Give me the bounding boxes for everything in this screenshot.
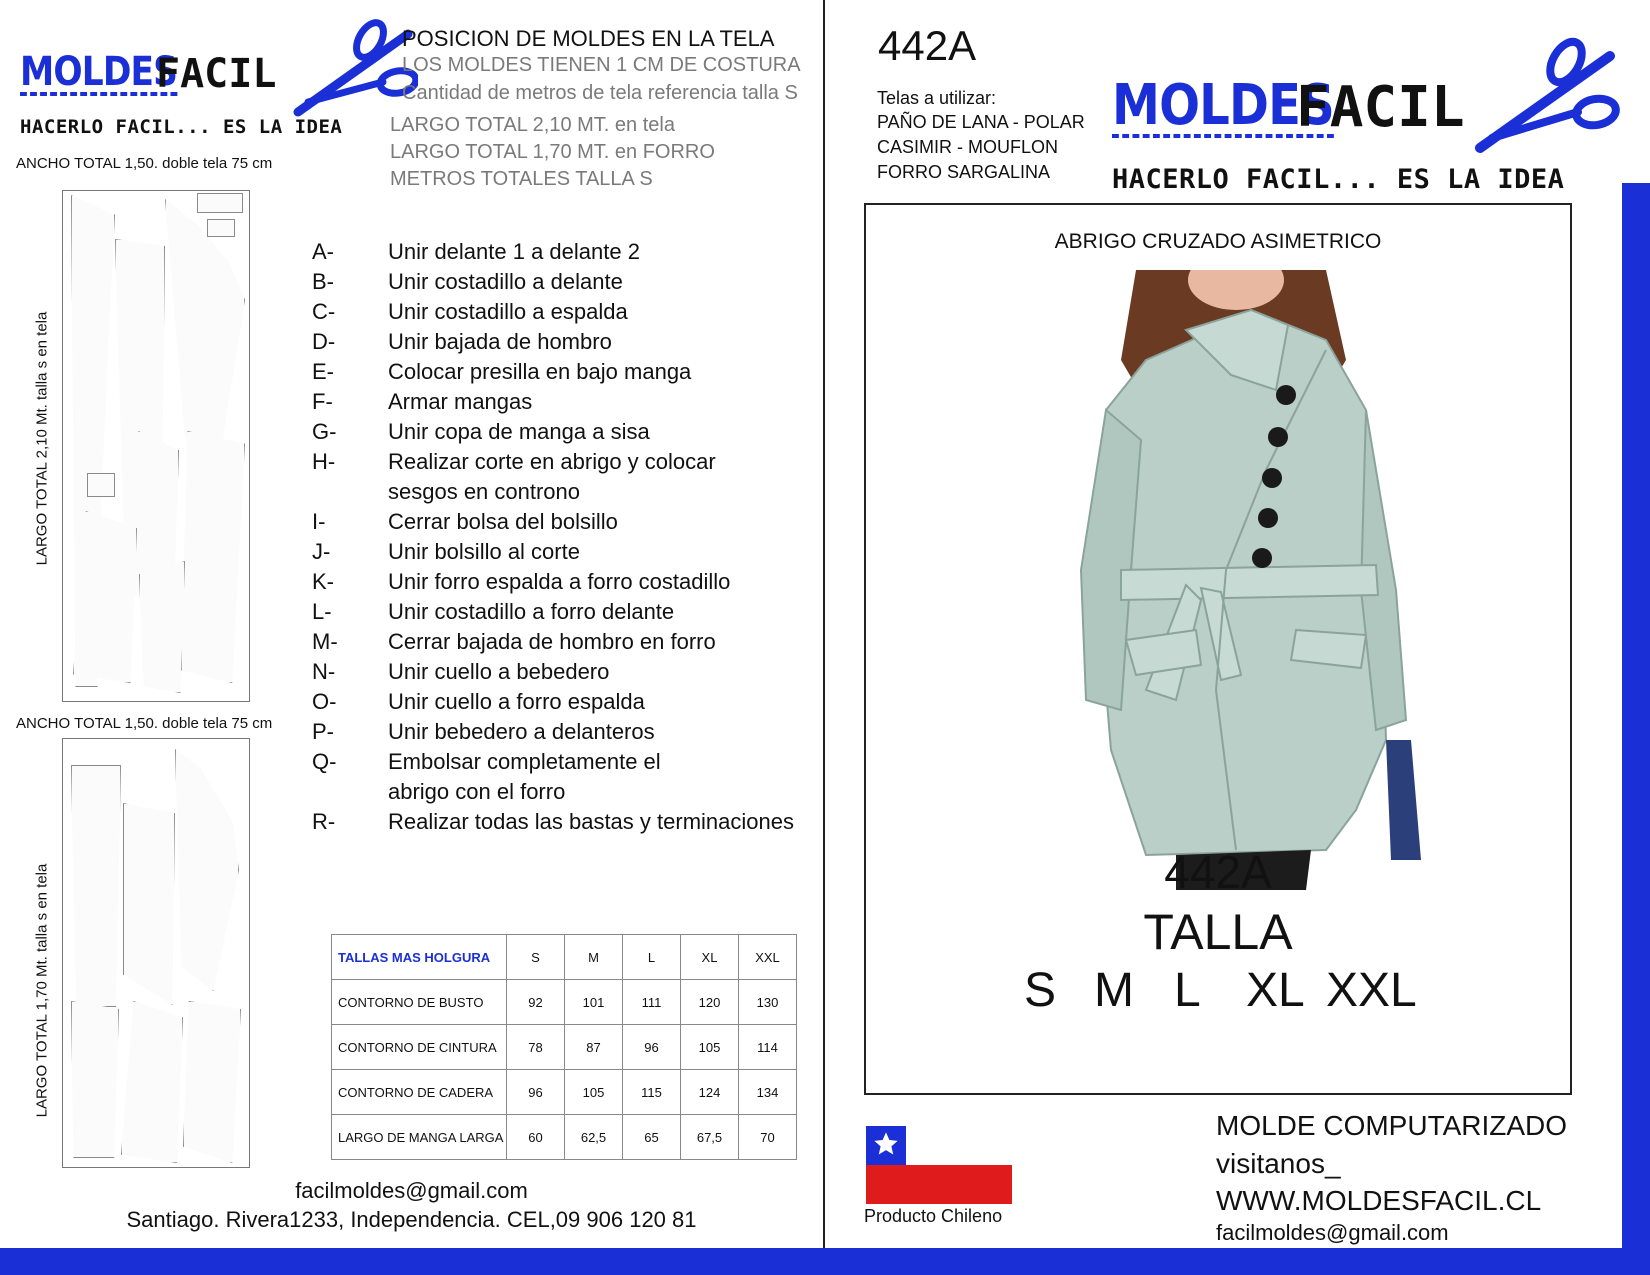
pattern-piece [139,561,185,693]
measurement-label: CONTORNO DE BUSTO [332,980,507,1025]
table-row [332,1115,797,1160]
step-text: Realizar corte en abrigo y colocar sesgos en controno [388,449,716,504]
step-letter: C- [312,299,336,324]
product-title: ABRIGO CRUZADO ASIMETRICO [1054,230,1382,253]
measurement-value: 115 [623,1070,681,1115]
size-m: M [1094,964,1134,1017]
measurement-value: 92 [507,980,565,1025]
table-header-size: L [623,935,681,980]
step-letter: M- [312,629,338,654]
table-header-size: XXL [739,935,797,980]
measurement-value: 62,5 [565,1115,623,1160]
brand-name-facil: FACIL [1296,75,1465,140]
step-letter: I- [312,509,326,534]
step-item [312,717,812,747]
step-letter: F- [312,389,333,414]
largo-tela: LARGO TOTAL 2,10 MT. en tela [390,114,675,136]
pattern-piece [87,473,115,497]
meters-reference: Cantidad de metros de tela referencia talla S [402,82,798,104]
pattern-piece [181,431,245,683]
step-text: Unir cuello a forro espalda [388,689,645,714]
step-letter: D- [312,329,336,354]
table-row [332,1070,797,1115]
measurement-value: 120 [681,980,739,1025]
size-xxl: XXL [1326,964,1417,1017]
step-text: Colocar presilla en bajo manga [388,359,692,384]
footer-email-right: facilmoldes@gmail.com [1216,1220,1449,1245]
step-item [312,447,812,507]
measurement-value: 60 [507,1115,565,1160]
step-item [312,327,812,357]
measurement-value: 105 [681,1025,739,1070]
pattern-piece [71,765,121,1007]
measurement-value: 114 [739,1025,797,1070]
table-header-size: S [507,935,565,980]
step-text: Embolsar completamente el abrigo con el forro [388,749,661,804]
step-item [312,297,812,327]
marker1-width-label: ANCHO TOTAL 1,50. doble tela 75 cm [16,155,273,172]
measurement-value: 124 [681,1070,739,1115]
talla-label: TALLA [1143,904,1293,960]
fabrics-label: Telas a utilizar: [877,88,997,108]
star-icon [872,1130,900,1158]
step-item [312,387,812,417]
marker2-length-label: LARGO TOTAL 1,70 Mt. talla s en tela [33,863,51,1118]
step-text: Unir bebedero a delanteros [388,719,655,744]
step-item [312,537,812,567]
step-text: Realizar todas las bastas y terminaciones [388,809,794,834]
step-letter: O- [312,689,337,714]
size-xl: XL [1246,964,1305,1017]
pattern-piece [175,749,239,991]
measurement-value: 105 [565,1070,623,1115]
bottom-blue-bar [0,1248,1650,1275]
step-text: Cerrar bajada de hombro en forro [388,629,716,654]
step-text: Unir costadillo a delante [388,269,623,294]
table-header-label: TALLAS MAS HOLGURA [332,935,507,980]
step-item [312,687,812,717]
step-letter: K- [312,569,334,594]
coat-photo [1026,270,1446,890]
step-item [312,747,812,807]
step-text: Unir forro espalda a forro costadillo [388,569,731,594]
molde-computarizado: MOLDE COMPUTARIZADO [1216,1110,1568,1141]
measurement-value: 111 [623,980,681,1025]
brand-name-facil: FACIL [156,51,277,97]
marker1-length-label: LARGO TOTAL 2,10 Mt. talla s en tela [33,311,51,566]
scissors-icon [1470,28,1620,158]
step-letter: P- [312,719,334,744]
brand-slogan-right: HACERLO FACIL... ES LA IDEA [1112,164,1565,195]
pattern-piece [123,803,175,1005]
step-item [312,357,812,387]
metros-totales: METROS TOTALES TALLA S [390,168,653,190]
flag-caption: Producto Chileno [864,1206,1003,1226]
step-letter: R- [312,809,336,834]
fabric-item: CASIMIR - MOUFLON [877,137,1059,157]
step-item [312,627,812,657]
size-l: L [1174,964,1201,1017]
product-frame [864,203,1572,1095]
measurement-value: 130 [739,980,797,1025]
step-letter: H- [312,449,336,474]
size-table [331,934,797,1160]
step-text: Unir bolsillo al corte [388,539,580,564]
brand-logo-left [20,49,400,112]
marker2-width-label: ANCHO TOTAL 1,50. doble tela 75 cm [16,715,273,732]
step-letter: L- [312,599,332,624]
brand-name-moldes: MOLDES [20,49,178,95]
step-item [312,237,812,267]
fabric-item: PAÑO DE LANA - POLAR [877,112,1085,132]
assembly-steps [312,237,812,837]
size-list [1024,963,1444,1023]
brand-logo-right [1112,73,1632,148]
scissors-icon [288,12,418,122]
footer-address: Santiago. Rivera1233, Independencia. CEL,09 906 120 81 [126,1207,697,1232]
step-text: Cerrar bolsa del bolsillo [388,509,618,534]
measurement-value: 78 [507,1025,565,1070]
pattern-piece [197,193,243,213]
brand-name-moldes: MOLDES [1112,73,1334,138]
pattern-piece [207,219,235,237]
measurement-label: CONTORNO DE CADERA [332,1070,507,1115]
step-item [312,657,812,687]
step-item [312,807,812,837]
marker2-layout [62,738,250,1168]
step-item [312,507,812,537]
measurement-value: 101 [565,980,623,1025]
step-item [312,567,812,597]
step-text: Unir bajada de hombro [388,329,612,354]
step-text: Unir cuello a bebedero [388,659,610,684]
measurement-value: 65 [623,1115,681,1160]
measurement-value: 134 [739,1070,797,1115]
pattern-piece [71,1001,119,1158]
step-text: Unir costadillo a forro delante [388,599,675,624]
fabric-item: FORRO SARGALINA [877,162,1051,182]
step-letter: J- [312,539,331,564]
brand-slogan-left: HACERLO FACIL... ES LA IDEA [20,116,343,138]
step-letter: N- [312,659,336,684]
measurement-value: 96 [507,1070,565,1115]
pattern-piece [121,1001,183,1163]
step-letter: A- [312,239,334,264]
marker1-layout [62,190,250,702]
visitanos: visitanos_ [1216,1148,1341,1179]
website-link[interactable]: WWW.MOLDESFACIL.CL [1216,1185,1542,1216]
table-header-size: M [565,935,623,980]
center-divider [823,0,825,1250]
step-item [312,597,812,627]
step-letter: G- [312,419,337,444]
measurement-value: 96 [623,1025,681,1070]
seam-note: LOS MOLDES TIENEN 1 CM DE COSTURA [402,54,801,76]
measurement-value: 70 [739,1115,797,1160]
measurement-label: LARGO DE MANGA LARGA [332,1115,507,1160]
measurement-value: 87 [565,1025,623,1070]
chile-flag [866,1126,1012,1204]
step-text: Unir costadillo a espalda [388,299,628,324]
table-row [332,980,797,1025]
footer-email-left: facilmoldes@gmail.com [295,1178,528,1203]
big-product-code: 442A [1164,846,1272,898]
step-item [312,417,812,447]
size-s: S [1024,964,1057,1017]
table-header-size: XL [681,935,739,980]
product-code: 442A [878,22,977,69]
step-letter: B- [312,269,334,294]
step-text: Unir copa de manga a sisa [388,419,650,444]
pattern-piece [183,1001,241,1163]
right-blue-bar [1622,183,1650,1253]
step-letter: E- [312,359,334,384]
step-text: Armar mangas [388,389,533,414]
measurement-label: CONTORNO DE CINTURA [332,1025,507,1070]
measurement-value: 67,5 [681,1115,739,1160]
step-item [312,267,812,297]
table-row [332,1025,797,1070]
table-header-row [332,935,797,980]
step-text: Unir delante 1 a delante 2 [388,239,640,264]
largo-forro: LARGO TOTAL 1,70 MT. en FORRO [390,141,715,163]
step-letter: Q- [312,749,337,774]
layout-title: POSICION DE MOLDES EN LA TELA [402,26,775,51]
